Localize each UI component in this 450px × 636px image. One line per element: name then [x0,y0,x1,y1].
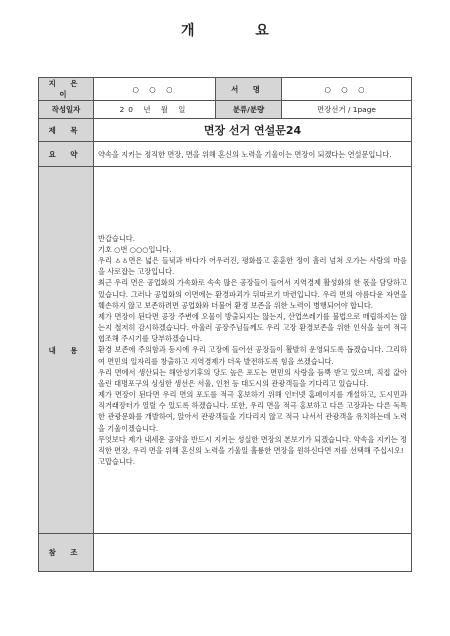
content-paragraph: 제가 면장이 된다면 우리 면의 포도를 적극 홍보하기 위해 인터넷 홈페이지를 개설하고, 도시민과 직거래장터가 열릴 수 있도록 하겠습니다. 또한, 우리 면을 적극 홍보하고 다른 고장과는 다른 독특한 관광문화를 개발하여, 앉아서 관광객들을 기다리지 않고 적극 나서서 관광객을 유치하는데 노력을 기울이겠습니다. [98,390,407,433]
category-value[interactable]: 면장선거 / 1page [282,101,412,119]
author-value[interactable]: ○ ○ ○ [94,78,216,101]
author-row [39,78,412,101]
content-body[interactable] [94,167,412,534]
content-paragraph: 환경 보존에 주의함과 동시에 우리 고장에 들어선 공장들이 활발히 운영되도록 돕겠습니다. 그리하여 면민의 일자리를 창출하고 지역경제가 더욱 발전하도록 힘을 쓰겠습니다. [98,345,407,366]
content-paragraph: 제가 면장이 된다면 공장 주변에 오물이 방출되지는 않는지, 산업쓰레기를 불법으로 매립하지는 않는지 철저히 감시하겠습니다. 아울러 공장주님들께도 우리 고장 환경보존을 위한 인식을 높여 적극 협조해 주시기를 당부하겠습니다. [98,311,407,344]
content-paragraph: 기호 ○번 ○○○입니다. [98,245,172,255]
sign-value[interactable]: ○ ○ ○ [282,78,412,101]
content-row [39,167,412,534]
summary-value[interactable]: 약속을 지키는 정직한 면장, 면을 위해 혼신의 노력을 기울이는 면장이 되겠다는 연설문입니다. [94,142,412,167]
date-row [39,101,412,119]
content-label: 내 용 [39,167,94,534]
note-value[interactable] [94,534,412,572]
note-label: 참 조 [39,534,94,572]
content-paragraph: 우리 ㅿㅿ면은 넓은 들녘과 바다가 어우러진, 평화롭고 훈훈한 정이 흘러 넘쳐 오가는 사람의 마음을 사로잡는 고장입니다. [98,256,407,277]
category-label: 분류/분량 [216,101,282,119]
content-paragraph: 최근 우리 면은 공업화의 가속화로 속속 많은 공장들이 들어서 지역경제 활성화의 한 몫을 담당하고 있습니다. 그러나 공업화의 이면에는 환경파괴가 뒤따르기 마련입니다. 우리 면의 아름다운 자연을 훼손하지 않고 보존하려면 공업화와 더불어 환경 보존을 위한 노력이 병행되어야 합니다. [98,278,407,310]
content-paragraph: 고맙습니다. [98,456,136,466]
page-title: 개 요 [181,23,297,39]
subject-label: 제 목 [39,119,94,142]
content-paragraph: 우리 면에서 생산되는 해안성기후의 당도 높은 포도는 면민의 사랑을 듬뿍 받고 있으며, 직접 값아 올린 대명포구의 싱싱한 생선은 서울, 인천 등 대도시의 관광객들을 기다리고 있습니다. [98,367,407,388]
date-value[interactable]: 20 년 월 일 [94,101,216,119]
content-paragraph: 반갑습니다. [98,233,136,243]
content-paragraph: 무엇보다 제가 내세운 공약을 반드시 지키는 성실한 면장의 본보기가 되겠습니다. 약속을 지키는 정직한 면장, 우리 면을 위해 혼신의 노력을 기울일 훌륭한 면장을 원하신다면 저를 선택해 주십시오! [98,434,407,455]
subject-value[interactable]: 면장 선거 연설문24 [94,119,412,142]
subject-row [39,119,412,142]
sign-label: 서 명 [216,78,282,101]
overview-form [38,77,412,572]
date-label: 작성일자 [39,101,94,119]
author-label: 지 은 이 [39,78,94,101]
summary-row [39,142,412,167]
note-row [39,534,412,572]
summary-label: 요 약 [39,142,94,167]
